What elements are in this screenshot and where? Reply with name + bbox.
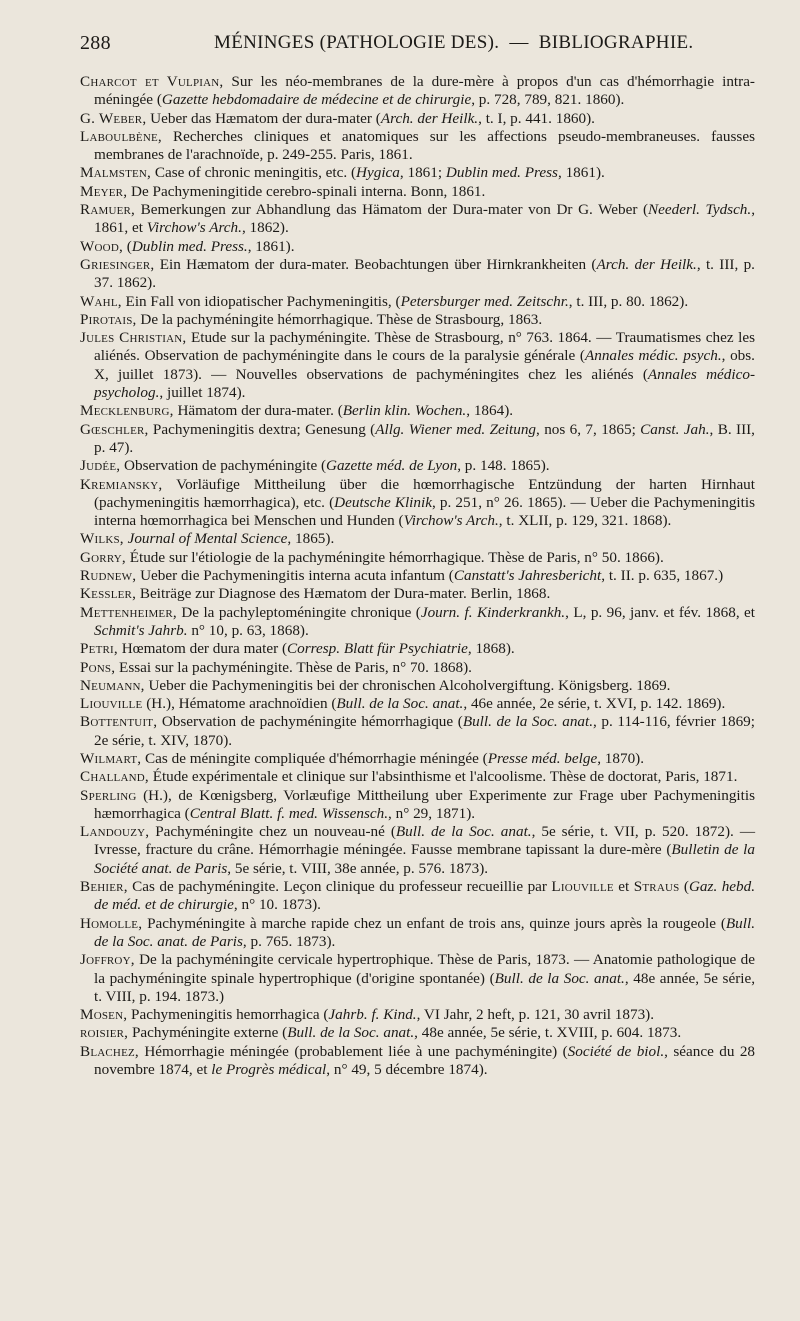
entry-author: Blachez, bbox=[80, 1042, 139, 1060]
bibliography-entry bbox=[80, 1043, 755, 1080]
entry-journal-title: Annales médic. psych. bbox=[584, 347, 722, 365]
bibliography-entry bbox=[80, 604, 755, 641]
bibliography-entry bbox=[80, 659, 755, 677]
running-title-dash: — bbox=[509, 32, 529, 53]
entry-text: n° 10, p. 63, 1868). bbox=[187, 621, 309, 639]
entry-text: , n° 10. 1873). bbox=[233, 896, 321, 914]
entry-author: Wahl, bbox=[80, 292, 122, 310]
entry-text: , 5e série, t. VII, p. 520. 1872). — Ivresse, fracture du crâne. Hémorrhagie méningée. Fausse membrane tapissant la dure-mère ( bbox=[94, 823, 756, 859]
entry-author: Ramuer, bbox=[80, 201, 136, 219]
entry-author: Mosen, bbox=[80, 1006, 128, 1024]
entry-text: , obs. X, juillet 1873). — Nouvelles observations de pachyméningites chez les aliénés ( bbox=[94, 347, 755, 383]
entry-journal-title: Gazette hebdomadaire de médecine et de chirurgie bbox=[161, 91, 472, 109]
bibliography-entry bbox=[80, 476, 755, 531]
entry-text: Ueber die Pachymeningitis interna acuta infantum ( bbox=[136, 567, 454, 585]
entry-journal-title: Arch. der Heilk. bbox=[596, 255, 697, 273]
entry-text: , 5e série, t. VIII, 38e année, p. 576. 1873). bbox=[227, 859, 489, 877]
entry-text: , 1870). bbox=[597, 749, 645, 767]
page-number: 288 bbox=[80, 32, 111, 54]
entry-text: Cas de pachyméningite. Leçon clinique du professeur recueillie par bbox=[127, 878, 552, 896]
entry-journal-title: Bull. de la Soc. anat. bbox=[336, 695, 464, 713]
bibliography-entry bbox=[80, 128, 755, 165]
entry-text: Ein Fall von idiopatischer Pachymeningitis, ( bbox=[121, 292, 401, 310]
entry-journal-title: Gazette méd. de Lyon bbox=[326, 457, 458, 475]
entry-text: Ueber die Pachymeningitis bei der chronischen Alcoholvergiftung. Königsberg. 1869. bbox=[144, 676, 671, 694]
entry-author: Behier, bbox=[80, 878, 128, 896]
entry-text: , 1862). bbox=[241, 219, 289, 237]
entry-author: Neumann, bbox=[80, 676, 145, 694]
entry-author: Kessler, bbox=[80, 585, 137, 603]
entry-author: Wilmart, bbox=[80, 749, 142, 767]
entry-journal-title: Journ. f. Kinderkrankh. bbox=[420, 603, 566, 621]
entry-text: Pachymeningitis dextra; Genesung ( bbox=[148, 420, 376, 438]
bibliography-entry bbox=[80, 695, 755, 713]
entry-text: Beiträge zur Diagnose des Hæmatom der Dura-mater. Berlin, 1868. bbox=[136, 585, 551, 603]
bibliography-entry bbox=[80, 823, 755, 878]
bibliography-entry bbox=[80, 110, 755, 128]
entry-text: Sur les néo-membranes de la dure-mère à propos d'un cas d'hémorrhagie intra-méningée ( bbox=[94, 73, 755, 109]
entry-text: , p. 148. 1865). bbox=[457, 457, 550, 475]
entry-journal-title: Dublin med. Press. bbox=[131, 237, 248, 255]
entry-journal-title: Dublin med. Press bbox=[445, 164, 558, 182]
entry-text: , p. 728, 789, 821. 1860). bbox=[471, 91, 625, 109]
entry-author: Meyer, bbox=[80, 182, 128, 200]
entry-author: Malmsten, bbox=[80, 164, 152, 182]
bibliography-entry bbox=[80, 915, 755, 952]
entry-author: Petri, bbox=[80, 640, 118, 658]
entry-text: , 1861). bbox=[557, 164, 605, 182]
bibliography-entry bbox=[80, 1024, 755, 1042]
bibliography-entry bbox=[80, 677, 755, 695]
entry-text: Recherches cliniques et anatomiques sur les affections pseudo-membraneuses. fausses membranes de l'arachnoïde, p. 249-255. Paris, 1861. bbox=[94, 127, 755, 164]
entry-text: , t. III, p. 37. 1862). bbox=[94, 255, 755, 292]
bibliography-entry bbox=[80, 256, 755, 293]
entry-author: Wilks, bbox=[80, 530, 124, 548]
bibliography-entry bbox=[80, 1006, 755, 1024]
bibliography-entry bbox=[80, 238, 755, 256]
bibliography-entry bbox=[80, 878, 755, 915]
entry-text: Ueber das Hæmatom der dura-mater ( bbox=[146, 109, 381, 127]
running-header bbox=[80, 32, 760, 62]
bibliography-entry bbox=[80, 768, 755, 786]
entry-author: Sperling bbox=[80, 786, 137, 804]
entry-text: , p. 114-116, février 1869; 2e série, t. XIV, 1870). bbox=[94, 713, 755, 749]
entry-author: Landouzy, bbox=[80, 823, 150, 841]
entry-journal-title: Deutsche Klinik bbox=[334, 493, 432, 511]
entry-author: Kremiansky, bbox=[80, 475, 163, 493]
entry-text: De la pachyleptoméningite chronique ( bbox=[176, 603, 421, 621]
entry-text: , B. III, p. 47). bbox=[94, 420, 755, 456]
bibliography-entry bbox=[80, 293, 755, 311]
entry-author: Judée, bbox=[80, 457, 121, 475]
entry-author: Liouville bbox=[80, 695, 143, 713]
entry-journal-title: Société de biol. bbox=[567, 1042, 665, 1060]
entry-text: (H.), de Kœnigsberg, Vorlæufige Mittheilung uber Experimente zur Frage uber Pachymeningitis hæmorrhagica ( bbox=[94, 786, 755, 822]
entry-journal-title: Bulletin de la Société anat. de Paris bbox=[94, 841, 755, 877]
entry-text: , t. III, p. 80. 1862). bbox=[568, 292, 689, 310]
bibliography-entry bbox=[80, 567, 755, 585]
entry-author: Gœschler, bbox=[80, 420, 149, 438]
entry-text: Observation de pachyméningite ( bbox=[120, 457, 327, 475]
entry-author: Pirotais, bbox=[80, 310, 137, 328]
running-title-main: MÉNINGES bbox=[214, 32, 315, 53]
bibliography-entry bbox=[80, 329, 755, 402]
entry-journal-title: Canstatt's Jahresbericht bbox=[453, 567, 602, 585]
entry-journal-title: Bull. de la Soc. anat. bbox=[395, 823, 532, 841]
entry-journal-title: Central Blatt. f. med. Wissensch. bbox=[189, 804, 389, 822]
entry-author: Challand, bbox=[80, 768, 149, 786]
entry-text: Observation de pachyméningite hémorrhagique ( bbox=[157, 713, 463, 731]
bibliography-entry bbox=[80, 549, 755, 567]
entry-journal-title: Gaz. hebd. de méd. et de chirurgie bbox=[94, 878, 756, 914]
entry-text: , juillet 1874). bbox=[159, 384, 246, 402]
entry-author: Pons, bbox=[80, 658, 116, 676]
entry-text: Pachymeningitis hemorrhagica ( bbox=[127, 1006, 329, 1024]
bibliography-entry bbox=[80, 713, 755, 750]
bibliography-entry bbox=[80, 750, 755, 768]
entry-text: , t. II. p. 635, 1867.) bbox=[601, 567, 724, 585]
entry-author: Charcot et Vulpian, bbox=[80, 73, 224, 90]
entry-journal-title: Presse méd. belge bbox=[487, 749, 598, 767]
entry-text: , 1861; bbox=[399, 164, 446, 182]
running-title-paren: (PATHOLOGIE DES). bbox=[319, 32, 500, 53]
entry-text: , 1861, et bbox=[94, 201, 755, 237]
entry-text: Étude expérimentale et clinique sur l'absinthisme et l'alcoolisme. Thèse de doctorat, Paris, 1871. bbox=[148, 768, 738, 786]
entry-text: , nos 6, 7, 1865; bbox=[536, 420, 641, 438]
entry-journal-title: Schmit's Jahrb. bbox=[94, 621, 188, 639]
bibliography-entry bbox=[80, 585, 755, 603]
entry-journal-title: Allg. Wiener med. Zeitung bbox=[375, 420, 537, 438]
bibliography-entry bbox=[80, 311, 755, 329]
bibliography-entry bbox=[80, 640, 755, 658]
entry-author: Joffroy, bbox=[80, 951, 135, 969]
entry-text: et bbox=[613, 878, 634, 896]
entry-text: ( bbox=[122, 237, 132, 255]
entry-journal-title: Petersburger med. Zeitschr. bbox=[400, 292, 569, 310]
entry-author: Mecklenburg, bbox=[80, 402, 174, 420]
entry-text: , séance du 28 novembre 1874, et bbox=[94, 1042, 756, 1079]
bibliography-entry bbox=[80, 402, 755, 420]
entry-journal-title: Annales médico-psycholog. bbox=[94, 365, 756, 402]
entry-text: Hémorrhagie méningée (probablement liée à une pachyméningite) ( bbox=[138, 1042, 568, 1060]
entry-text: , L, p. 96, janv. et fév. 1868, et bbox=[565, 603, 756, 621]
entry-journal-title: Jahrb. f. Kind. bbox=[328, 1006, 417, 1024]
bibliography-entry bbox=[80, 164, 755, 182]
entry-text: Bemerkungen zur Abhandlung das Hämatom der Dura-mater von Dr G. Weber ( bbox=[135, 201, 649, 219]
entry-text: Liouville bbox=[551, 878, 614, 896]
entry-author: Laboulbène, bbox=[80, 127, 162, 145]
entry-text: Pachyméningite chez un nouveau-né ( bbox=[149, 823, 396, 841]
entry-text: , n° 49, 5 décembre 1874). bbox=[326, 1061, 488, 1079]
entry-journal-title: le Progrès médical bbox=[211, 1061, 327, 1079]
entry-text: Hœmatom der dura mater ( bbox=[117, 640, 287, 658]
entry-text: De la pachyméningite hémorrhagique. Thèse de Strasbourg, 1863. bbox=[136, 310, 543, 328]
entry-text: , n° 29, 1871). bbox=[388, 804, 476, 822]
entry-author: Bottentuit, bbox=[80, 713, 158, 731]
entry-journal-title: Bull. de la Soc. anat. de Paris bbox=[94, 914, 755, 950]
entry-text: Straus bbox=[633, 878, 680, 896]
bibliography-entry bbox=[80, 787, 755, 824]
bibliography-entry bbox=[80, 201, 755, 238]
entry-text: , 48e année, 5e série, t. VIII, p. 194. 1873.) bbox=[94, 969, 756, 1005]
entry-journal-title: Canst. Jah. bbox=[640, 420, 710, 438]
entry-author: roisier, bbox=[80, 1024, 129, 1042]
entry-journal-title: Bull. de la Soc. anat. bbox=[462, 713, 594, 731]
entry-text: Pachyméningite externe ( bbox=[128, 1024, 288, 1042]
entry-text: Etude sur la pachyméningite. Thèse de Strasbourg, n° 763. 1864. — Traumatismes chez les aliénés. Observation de pachyméningite dans le cours de la paralysie générale ( bbox=[94, 329, 755, 365]
entry-text: , 1865). bbox=[287, 530, 335, 548]
entry-text: Ein Hæmatom der dura-mater. Beobachtungen über Hirnkrankheiten ( bbox=[154, 255, 597, 273]
bibliography-entry bbox=[80, 183, 755, 201]
entry-text: De la pachyméningite cervicale hypertrophique. Thèse de Paris, 1873. — Anatomie pathologique de la pachyméningite spinale hypertrophique (d'origine spontanée) ( bbox=[94, 951, 755, 987]
bibliography-list bbox=[80, 73, 755, 1079]
entry-text: (H.), Hématome arachnoïdien ( bbox=[142, 695, 337, 713]
entry-journal-title: Corresp. Blatt für Psychiatrie bbox=[287, 640, 468, 658]
entry-author: Griesinger, bbox=[80, 255, 155, 273]
bibliography-entry bbox=[80, 457, 755, 475]
entry-journal-title: Bull. de la Soc. anat. bbox=[287, 1024, 415, 1042]
entry-journal-title: Journal of Mental Science bbox=[127, 530, 288, 548]
running-title-section: BIBLIOGRAPHIE. bbox=[538, 32, 694, 53]
entry-text: , VI Jahr, 2 heft, p. 121, 30 avril 1873). bbox=[416, 1006, 655, 1024]
entry-text: , p. 251, n° 26. 1865). — Ueber die Pachymeningitis interna hœmorrhagica bei Menschen und Hunden ( bbox=[94, 493, 755, 530]
entry-text: , 1868). bbox=[467, 640, 515, 658]
entry-text: , t. I, p. 441. 1860). bbox=[478, 109, 595, 127]
entry-author: Rudnew, bbox=[80, 567, 137, 585]
bibliography-entry bbox=[80, 951, 755, 1006]
bibliography-entry bbox=[80, 421, 755, 458]
bibliography-entry bbox=[80, 73, 755, 110]
entry-text: Case of chronic meningitis, etc. ( bbox=[151, 164, 357, 182]
entry-text: , t. XLII, p. 129, 321. 1868). bbox=[498, 512, 672, 530]
entry-text: , 46e année, 2e série, t. XVI, p. 142. 1869). bbox=[463, 695, 726, 713]
entry-author: Wood, bbox=[80, 237, 123, 255]
entry-author: Jules Christian, bbox=[80, 329, 187, 347]
entry-journal-title: Virchow's Arch. bbox=[146, 219, 242, 237]
entry-journal-title: Bull. de la Soc. anat. bbox=[494, 969, 625, 987]
entry-journal-title: Hygica bbox=[356, 164, 400, 182]
entry-journal-title: Arch. der Heilk. bbox=[380, 109, 479, 127]
entry-text: Étude sur l'étiologie de la pachyméningite hémorrhagique. Thèse de Paris, n° 50. 1866). bbox=[125, 548, 664, 566]
entry-text: , 48e année, 5e série, t. XVIII, p. 604. 1873. bbox=[414, 1024, 682, 1042]
entry-text: , p. 765. 1873). bbox=[242, 932, 336, 950]
entry-author: Gorry, bbox=[80, 548, 126, 566]
entry-text: , 1861). bbox=[247, 237, 295, 255]
entry-text: Pachyméningite à marche rapide chez un enfant de trois ans, quinze jours après la rougeole ( bbox=[142, 914, 726, 932]
running-title bbox=[214, 32, 693, 54]
entry-text: De Pachymeningitide cerebro-spinali interna. Bonn, 1861. bbox=[127, 182, 486, 200]
entry-author: Mettenheimer, bbox=[80, 603, 177, 621]
entry-text: , 1864). bbox=[466, 402, 514, 420]
entry-journal-title: Berlin klin. Wochen. bbox=[342, 402, 467, 420]
entry-journal-title: Virchow's Arch. bbox=[403, 512, 499, 530]
entry-text: Hämatom der dura-mater. ( bbox=[173, 402, 343, 420]
entry-text: Cas de méningite compliquée d'hémorrhagie méningée ( bbox=[141, 749, 488, 767]
entry-author: Homolle, bbox=[80, 914, 143, 932]
entry-journal-title: Neederl. Tydsch. bbox=[648, 201, 752, 219]
entry-author: G. Weber, bbox=[80, 109, 147, 127]
entry-text: Vorläufige Mittheilung über die hœmorrhagische Entzündung der harten Hirnhaut (pachymeningitis hæmorrhagica), etc. ( bbox=[94, 475, 755, 511]
entry-text: Essai sur la pachyméningite. Thèse de Paris, n° 70. 1868). bbox=[115, 658, 472, 676]
bibliography-entry bbox=[80, 530, 755, 548]
entry-text: ( bbox=[679, 878, 689, 896]
